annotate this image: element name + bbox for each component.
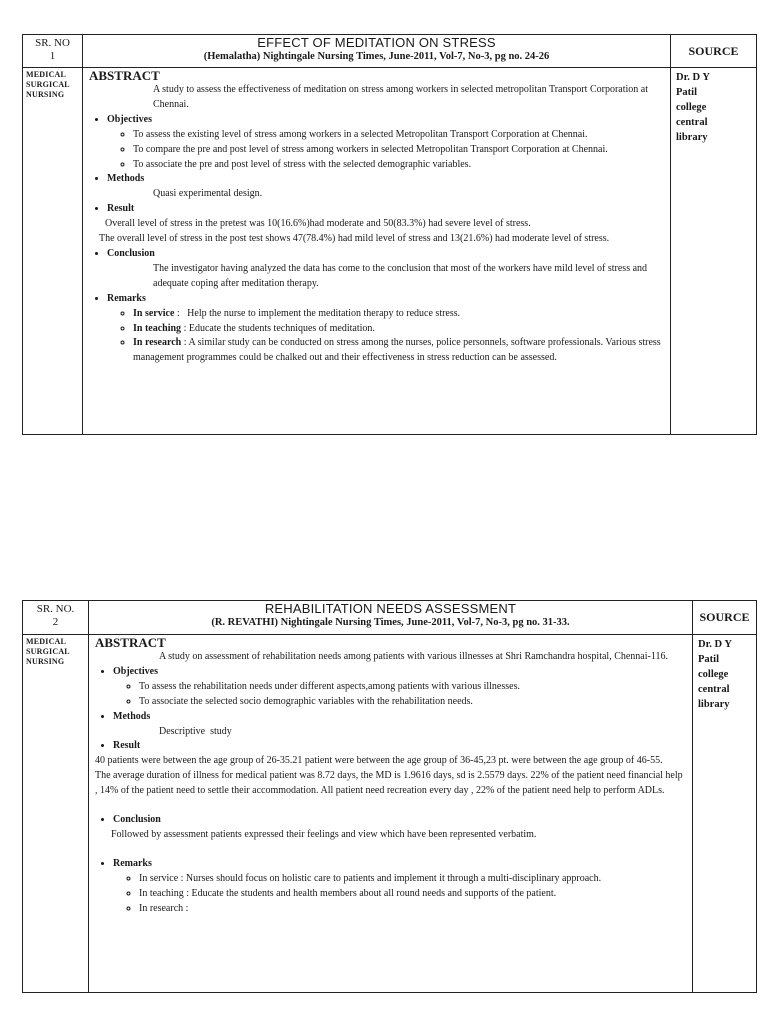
result-label: Result — [113, 740, 141, 752]
abstract-body — [83, 68, 671, 435]
conclusion-text: Followed by assessment patients expressed their feelings and view which have been represented verbatim. — [111, 828, 537, 840]
conclusion-section — [113, 813, 686, 843]
result-line: 40 patients were between the age group of 26-35.21 patient were between the age group of 36-45,23 pt. were between the age group of 46-55. — [95, 755, 663, 767]
sr-no-value: 1 — [49, 50, 56, 62]
objective-item: ◦ To assess the rehabilitation needs under different aspects,among patients with various illnesses. — [139, 680, 686, 695]
abstract-heading: ABSTRACT — [95, 635, 166, 650]
category-cell: MEDICAL SURGICAL NURSING — [23, 635, 89, 993]
study-card-2 — [22, 600, 757, 993]
remarks-section — [113, 857, 686, 917]
study-citation: (R. REVATHI) Nightingale Nursing Times, June-2011, Vol-7, No-3, pg no. 31-33. — [211, 617, 570, 628]
result-section — [99, 202, 664, 247]
methods-text: Quasi experimental design. — [153, 188, 263, 200]
objectives-section — [107, 113, 664, 173]
conclusion-label: Conclusion — [107, 247, 155, 259]
objective-item: ◦ To associate the selected socio demographic variables with the rehabilitation needs. — [139, 695, 686, 710]
remark-item: ◦ In research : A similar study can be conducted on stress among the nurses, police personnels, software professionals. Various stress management programmes could be chalked out and their effectiveness in stress reduction can be assessed. — [133, 336, 664, 366]
sr-no-cell — [23, 35, 83, 68]
study-title: REHABILITATION NEEDS ASSESSMENT — [264, 601, 517, 616]
source-header: SOURCE — [671, 35, 757, 68]
conclusion-text: The investigator having analyzed the data has come to the conclusion that most of the workers have mild level of stress and adequate coping after meditation therapy. — [153, 262, 648, 289]
source-value: Dr. D Y Patil college central library — [693, 635, 757, 993]
methods-label: Methods — [113, 710, 151, 722]
objectives-label: Objectives — [113, 665, 158, 677]
study-citation: (Hemalatha) Nightingale Nursing Times, June-2011, Vol-7, No-3, pg no. 24-26 — [203, 51, 550, 62]
sr-no-value: 2 — [52, 616, 59, 628]
remark-item: ◦ In service : Nurses should focus on holistic care to patients and implement it through a multi-disciplinary approach. — [139, 872, 686, 887]
abstract-body — [89, 635, 693, 993]
objective-item: ◦ To associate the pre and post level of stress with the selected demographic variables. — [133, 158, 664, 173]
objective-item: ◦ To compare the pre and post level of stress among workers in selected Metropolitan Transport Corporation at Chennai. — [133, 143, 664, 158]
result-label: Result — [107, 203, 135, 215]
methods-section — [113, 710, 686, 740]
sr-no-label: SR. NO. — [36, 603, 75, 615]
result-line: Overall level of stress in the pretest was 10(16.6%)had moderate and 50(83.3%) had severe level of stress. — [105, 218, 531, 230]
abstract-text: A study on assessment of rehabilitation needs among patients with various illnesses at Shri Ramchandra hospital, Chennai-116. — [159, 651, 668, 662]
remark-item: ◦ In teaching : Educate the students and health members about all round needs and supports of the patient. — [139, 887, 686, 902]
remark-item: ◦ In teaching : Educate the students techniques of meditation. — [133, 322, 664, 337]
objective-item: ◦ To assess the existing level of stress among workers in a selected Metropolitan Transport Corporation at Chennai. — [133, 128, 664, 143]
remarks-label: Remarks — [107, 292, 146, 304]
result-section — [95, 739, 686, 799]
source-header: SOURCE — [693, 601, 757, 635]
study-card-1 — [22, 34, 757, 435]
remarks-section — [107, 292, 664, 367]
study-title: EFFECT OF MEDITATION ON STRESS — [257, 35, 496, 50]
conclusion-section — [107, 247, 664, 292]
abstract-heading: ABSTRACT — [89, 68, 160, 83]
section-list — [95, 665, 686, 917]
objectives-section — [113, 665, 686, 710]
source-value: Dr. D Y Patil college central library — [671, 68, 757, 435]
sr-no-label: SR. NO — [35, 37, 70, 49]
remarks-label: Remarks — [113, 857, 152, 869]
sr-no-cell — [23, 601, 89, 635]
category-cell: MEDICAL SURGICAL NURSING — [23, 68, 83, 435]
abstract-text: A study to assess the effectiveness of meditation on stress among workers in selected metropolitan Transport Corporation at Chennai. — [153, 84, 649, 110]
objectives-label: Objectives — [107, 113, 152, 125]
result-line: The average duration of illness for medical patient was 8.72 days, the MD is 1.9616 days, sd is 2.5579 days. 22% of the patient need financial help , 14% of the patient need to settle their accommodation. All patient need recreation every day , 22% of the patient need help to perform ADLs. — [95, 770, 683, 797]
section-list — [89, 113, 664, 366]
result-line: The overall level of stress in the post test shows 47(78.4%) had mild level of stress and 13(21.6%) had moderate level of stress. — [99, 233, 610, 245]
title-cell — [83, 35, 671, 68]
remark-item: ◦ In service : Help the nurse to implement the meditation therapy to reduce stress. — [133, 307, 664, 322]
methods-section — [107, 172, 664, 202]
title-cell — [89, 601, 693, 635]
remark-item: ◦ In research : — [139, 902, 686, 917]
methods-label: Methods — [107, 173, 145, 185]
conclusion-label: Conclusion — [113, 814, 161, 826]
methods-text: Descriptive study — [159, 725, 232, 737]
